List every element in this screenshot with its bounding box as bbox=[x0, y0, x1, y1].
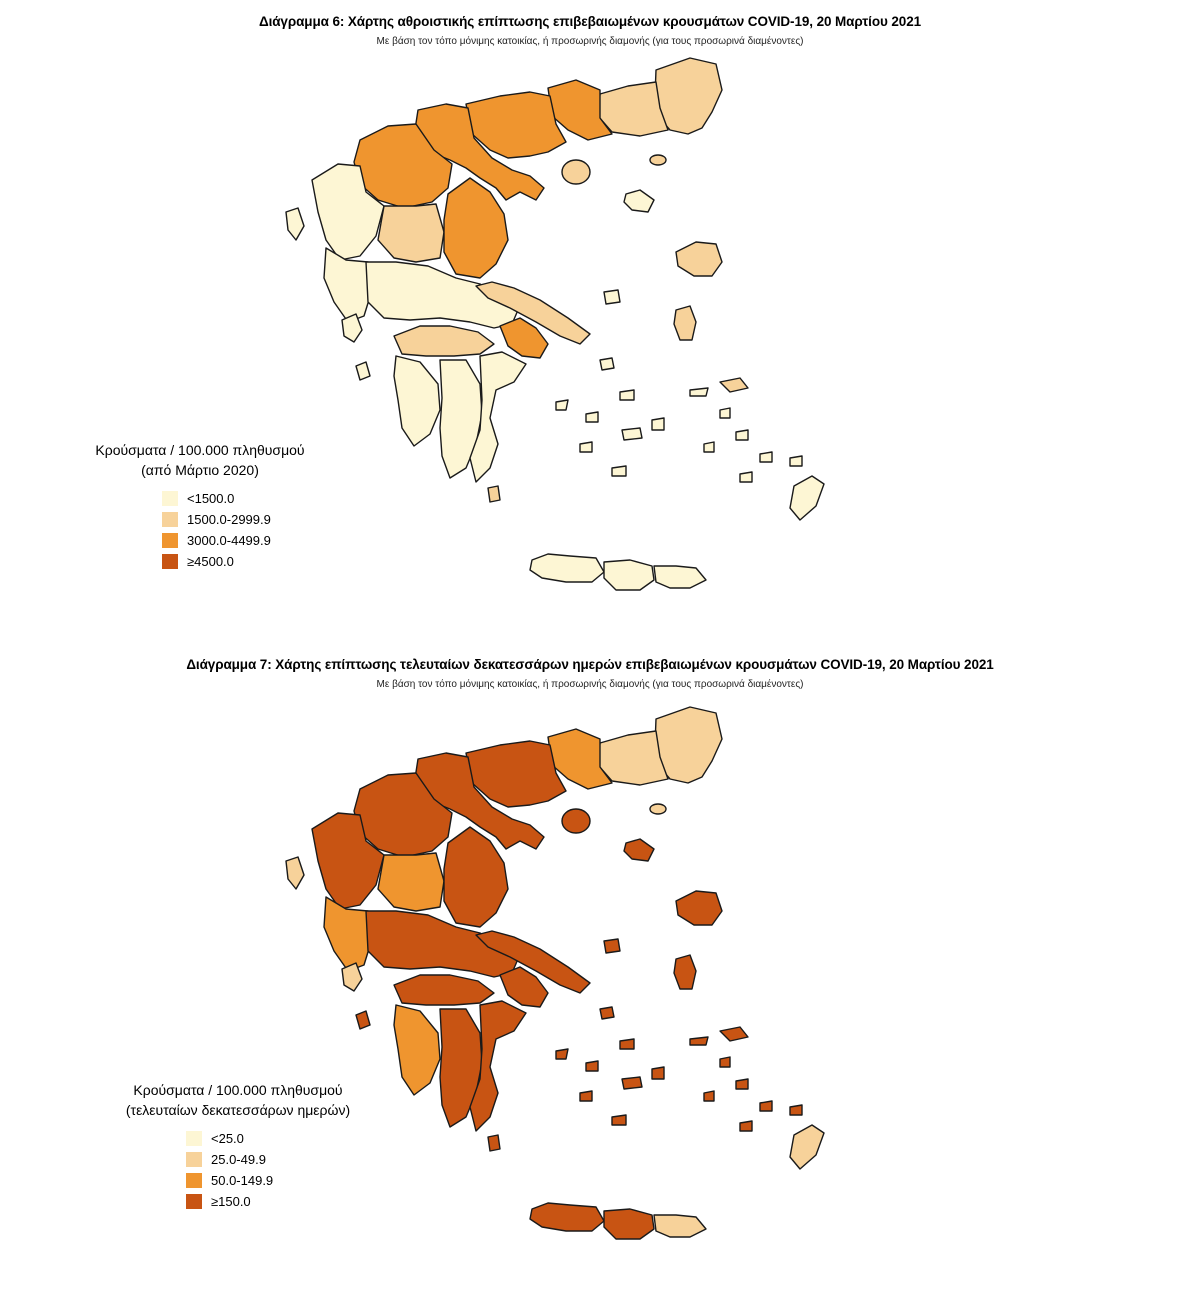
region-thrace-mid bbox=[598, 82, 668, 136]
region-dodecanese bbox=[704, 1057, 802, 1131]
region-rhodes bbox=[790, 1125, 824, 1169]
legend-item bbox=[186, 1149, 388, 1170]
legend-swatch bbox=[162, 491, 178, 506]
region-lemnos bbox=[624, 190, 654, 212]
region-lesvos bbox=[676, 891, 722, 925]
legend-label: <25.0 bbox=[211, 1131, 244, 1146]
region-ikaria bbox=[690, 1037, 708, 1045]
legend-swatch bbox=[162, 554, 178, 569]
map-title: Διάγραμμα 7: Χάρτης επίπτωσης τελευταίων δεκατεσσάρων ημερών επιβεβαιωμένων κρουσμάτων COVID-19, 20 Μαρτίου 2021 bbox=[186, 657, 994, 672]
region-thrace-mid bbox=[598, 731, 668, 785]
map-subtitle: Με βάση τον τόπο μόνιμης κατοικίας, ή προσωρινής διαμονής (για τους προσωρινά διαμένοντες) bbox=[376, 36, 804, 47]
region-lemnos bbox=[624, 839, 654, 861]
legend-item bbox=[162, 530, 310, 551]
legend-swatch bbox=[186, 1194, 202, 1209]
region-ikaria bbox=[690, 388, 708, 396]
region-rhodes bbox=[790, 476, 824, 520]
region-crete-east bbox=[654, 566, 706, 588]
legend-item bbox=[186, 1128, 388, 1149]
region-ionian-zakynthos bbox=[356, 362, 370, 380]
legend-subtitle: (τελευταίων δεκατεσσάρων ημερών) bbox=[125, 1102, 351, 1118]
legend-item bbox=[186, 1170, 388, 1191]
legend-subtitle: (από Μάρτιο 2020) bbox=[141, 462, 259, 478]
map-legend bbox=[90, 440, 310, 572]
legend-label: 3000.0-4499.9 bbox=[187, 533, 271, 548]
legend-swatch bbox=[186, 1131, 202, 1146]
region-skyros bbox=[604, 290, 620, 304]
legend-item bbox=[162, 509, 310, 530]
legend-item bbox=[162, 551, 310, 572]
legend-swatch bbox=[186, 1173, 202, 1188]
map-subtitle: Με βάση τον τόπο μόνιμης κατοικίας, ή προσωρινής διαμονής (για τους προσωρινά διαμένοντες) bbox=[376, 679, 804, 690]
region-crete-east bbox=[654, 1215, 706, 1237]
map-panel-cumulative bbox=[0, 0, 1200, 640]
region-kythira bbox=[488, 486, 500, 502]
map-panel-14day bbox=[0, 645, 1200, 1304]
map-title: Διάγραμμα 6: Χάρτης αθροιστικής επίπτωσης επιβεβαιωμένων κρουσμάτων COVID-19, 20 Μαρτίου 2021 bbox=[258, 14, 922, 29]
region-achaia bbox=[394, 975, 494, 1005]
region-chios bbox=[674, 306, 696, 340]
region-kythira bbox=[488, 1135, 500, 1151]
legend-swatch bbox=[162, 512, 178, 527]
region-lesvos bbox=[676, 242, 722, 276]
legend-swatch bbox=[162, 533, 178, 548]
region-thessaly-west bbox=[378, 204, 444, 262]
legend-label: 25.0-49.9 bbox=[211, 1152, 266, 1167]
legend-label: ≥4500.0 bbox=[187, 554, 234, 569]
region-thessaly-east bbox=[444, 178, 508, 278]
legend-title: Κρούσματα / 100.000 πληθυσμού bbox=[133, 1082, 343, 1098]
region-cyclades bbox=[556, 358, 664, 476]
region-crete-west bbox=[530, 1203, 604, 1231]
legend-title: Κρούσματα / 100.000 πληθυσμού bbox=[95, 442, 305, 458]
region-ionian-corfu bbox=[286, 857, 304, 889]
region-crete-west bbox=[530, 554, 604, 582]
legend-item bbox=[162, 488, 310, 509]
region-achaia bbox=[394, 326, 494, 356]
region-samos bbox=[720, 1027, 748, 1041]
legend-item bbox=[186, 1191, 388, 1212]
region-thasos bbox=[562, 809, 590, 833]
region-peloponnese-west bbox=[394, 1005, 440, 1095]
region-crete-central bbox=[604, 560, 654, 590]
region-ionian-zakynthos bbox=[356, 1011, 370, 1029]
region-chios bbox=[674, 955, 696, 989]
region-ionian-corfu bbox=[286, 208, 304, 240]
region-samothrace bbox=[650, 804, 666, 814]
region-thessaly-west bbox=[378, 853, 444, 911]
map-legend bbox=[88, 1080, 388, 1212]
region-samos bbox=[720, 378, 748, 392]
legend-label: <1500.0 bbox=[187, 491, 235, 506]
legend-swatch bbox=[186, 1152, 202, 1167]
region-thessaly-east bbox=[444, 827, 508, 927]
region-dodecanese bbox=[704, 408, 802, 482]
region-samothrace bbox=[650, 155, 666, 165]
region-cyclades bbox=[556, 1007, 664, 1125]
region-thasos bbox=[562, 160, 590, 184]
region-crete-central bbox=[604, 1209, 654, 1239]
region-peloponnese-west bbox=[394, 356, 440, 446]
legend-label: 1500.0-2999.9 bbox=[187, 512, 271, 527]
legend-label: 50.0-149.9 bbox=[211, 1173, 274, 1188]
legend-label: ≥150.0 bbox=[211, 1194, 251, 1209]
region-skyros bbox=[604, 939, 620, 953]
